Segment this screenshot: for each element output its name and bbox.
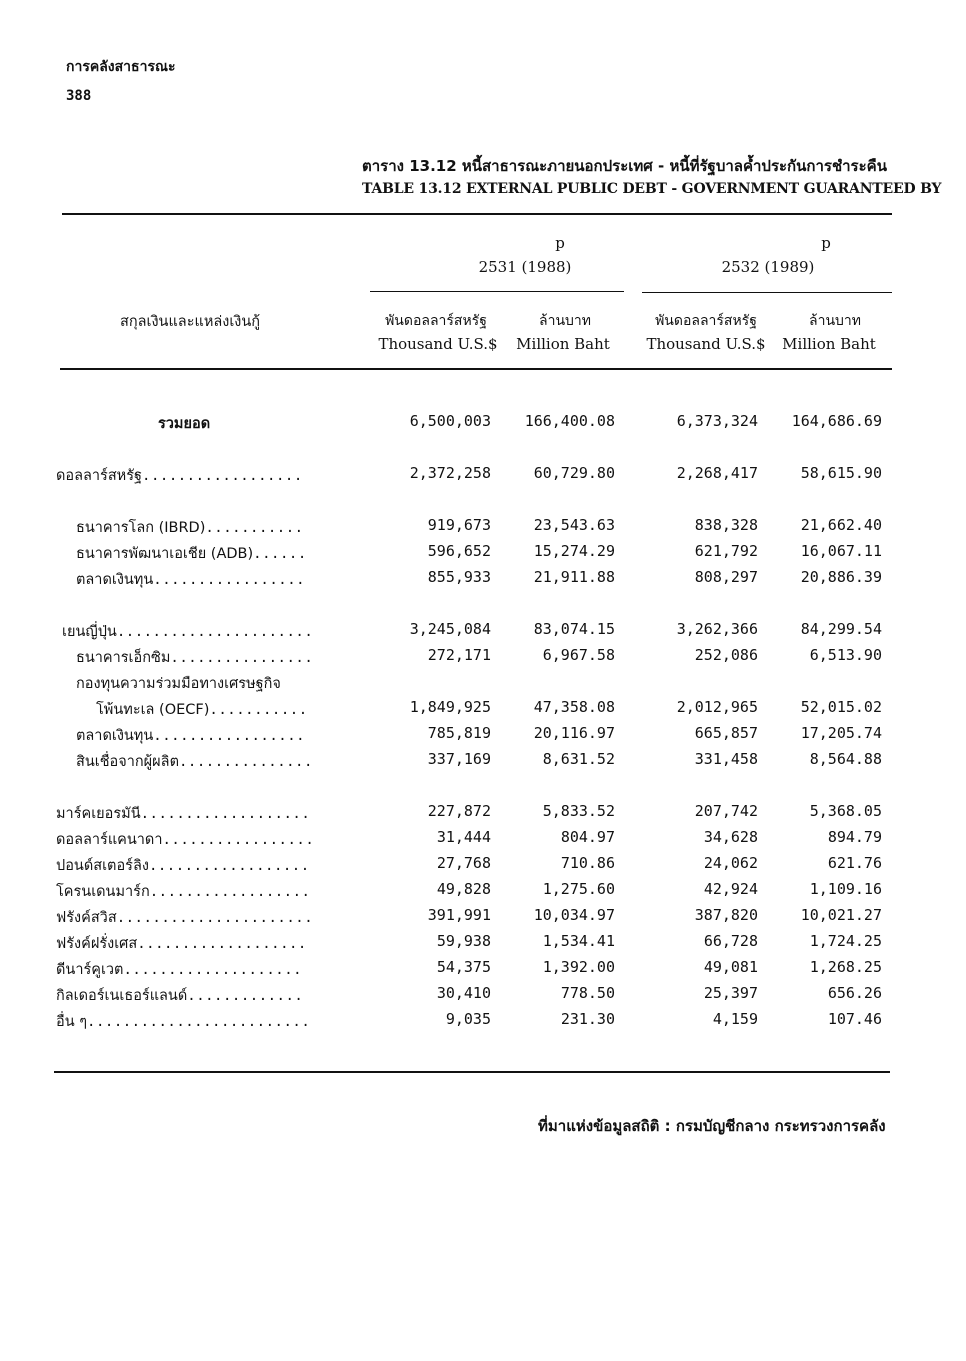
table-title-english: TABLE 13.12 EXTERNAL PUBLIC DEBT - GOVERNMENT GUARANTEED BY — [362, 181, 942, 197]
table-cell: 10,021.27 — [800, 906, 882, 924]
row-label-text: ฟรังค์ฝรั่งเศส — [56, 936, 138, 952]
table-cell: 164,686.69 — [791, 412, 882, 430]
table-cell: 15,274.29 — [533, 542, 615, 560]
table-cell: 252,086 — [694, 646, 758, 664]
row-label — [56, 880, 310, 903]
table-cell: 1,268.25 — [809, 958, 882, 976]
top-rule — [62, 213, 892, 215]
table-cell: 710.86 — [560, 854, 615, 872]
table-cell: 387,820 — [694, 906, 758, 924]
unit-th-baht-1988: ล้านบาท — [539, 313, 591, 329]
table-cell: 49,828 — [436, 880, 491, 898]
table-cell: 808,297 — [694, 568, 758, 586]
table-cell: 84,299.54 — [800, 620, 882, 638]
table-cell: 8,631.52 — [542, 750, 615, 768]
row-label-text: ธนาคารเอ็กซิม — [76, 650, 171, 666]
row-label — [76, 542, 307, 565]
table-cell: 207,742 — [694, 802, 758, 820]
table-cell: 838,328 — [694, 516, 758, 534]
unit-th-usd-1988: พันดอลลาร์สหรัฐ — [385, 313, 487, 329]
table-cell: 6,967.58 — [542, 646, 615, 664]
table-cell: 60,729.80 — [533, 464, 615, 482]
row-label-text: โครนเดนมาร์ก — [56, 884, 150, 900]
table-cell: 27,768 — [436, 854, 491, 872]
row-label — [158, 412, 210, 435]
row-label — [76, 750, 313, 773]
unit-th-baht-1989: ล้านบาท — [809, 313, 861, 329]
row-label-text: ดอลลาร์สหรัฐ — [56, 468, 143, 484]
row-label — [56, 984, 303, 1007]
row-label-text: ปอนด์สเตอร์ลิง — [56, 858, 149, 874]
year-1989-rule — [642, 292, 892, 293]
table-cell: 919,673 — [427, 516, 491, 534]
row-label-text: ธนาคารพัฒนาเอเชีย (ADB) — [76, 546, 254, 562]
row-leader-dots: ...................... — [116, 624, 314, 640]
table-cell: 337,169 — [427, 750, 491, 768]
table-cell: 227,872 — [427, 802, 491, 820]
row-label-text: อื่น ๆ — [56, 1014, 88, 1030]
row-leader-dots: ............... — [178, 754, 313, 770]
row-leader-dots: ................... — [140, 806, 311, 822]
table-cell: 3,262,366 — [676, 620, 758, 638]
row-label — [76, 568, 305, 591]
row-leader-dots: .................. — [148, 858, 310, 874]
page-number: 388 — [66, 88, 92, 104]
row-label — [76, 646, 313, 669]
row-label-text: ตลาดเงินทุน — [76, 728, 154, 744]
row-label-text: มาร์คเยอรมันี — [56, 806, 141, 822]
table-cell: 1,534.41 — [542, 932, 615, 950]
table-cell: 59,938 — [436, 932, 491, 950]
row-leader-dots: ................ — [170, 650, 314, 666]
table-cell: 4,159 — [712, 1010, 758, 1028]
row-label-text: ธนาคารโลก (IBRD) — [76, 520, 206, 536]
row-leader-dots: .................... — [123, 962, 303, 978]
table-cell: 2,012,965 — [676, 698, 758, 716]
row-label — [56, 906, 313, 929]
table-cell: 20,116.97 — [533, 724, 615, 742]
row-leader-dots: ................... — [137, 936, 307, 952]
table-cell: 665,857 — [694, 724, 758, 742]
row-header: สกุลเงินและแหล่งเงินกู้ — [120, 314, 261, 330]
table-title-thai: ตาราง 13.12 หนี้สาธารณะภายนอกประเทศ - หนี้ที่รัฐบาลค้ำประกันการชำระคืน — [362, 157, 887, 175]
table-cell: 6,500,003 — [409, 412, 491, 430]
table-cell: 2,268,417 — [676, 464, 758, 482]
row-leader-dots: ........... — [205, 520, 304, 536]
row-label — [62, 620, 313, 643]
table-cell: 5,833.52 — [542, 802, 615, 820]
source-note: ที่มาแห่งข้อมูลสถิติ : กรมบัญชีกลาง กระทรวงการคลัง — [538, 1117, 886, 1135]
table-cell: 331,458 — [694, 750, 758, 768]
row-label — [76, 672, 281, 695]
row-label-text: ดอลลาร์แคนาดา — [56, 832, 163, 848]
table-cell: 1,392.00 — [542, 958, 615, 976]
table-cell: 621.76 — [827, 854, 882, 872]
year-1989-mark: p — [821, 234, 831, 252]
row-label — [56, 464, 303, 487]
row-leader-dots: ........... — [209, 702, 308, 718]
row-label-text: ดีนาร์คูเวต — [56, 962, 124, 978]
row-label-text: รวมยอด — [158, 416, 211, 432]
table-cell: 31,444 — [436, 828, 491, 846]
table-cell: 107.46 — [827, 1010, 882, 1028]
row-label-text: กิลเดอร์เนเธอร์แลนด์ — [56, 988, 188, 1004]
table-cell: 23,543.63 — [533, 516, 615, 534]
table-cell: 58,615.90 — [800, 464, 882, 482]
table-cell: 54,375 — [436, 958, 491, 976]
row-leader-dots: .................. — [149, 884, 311, 900]
row-leader-dots: ............. — [187, 988, 304, 1004]
table-cell: 785,819 — [427, 724, 491, 742]
unit-en-usd-1988: Thousand U.S.$ — [378, 335, 498, 353]
table-cell: 391,991 — [427, 906, 491, 924]
table-cell: 66,728 — [703, 932, 758, 950]
table-cell: 804.97 — [560, 828, 615, 846]
table-cell: 231.30 — [560, 1010, 615, 1028]
row-label — [96, 698, 308, 721]
row-label — [76, 724, 305, 747]
unit-en-baht-1989: Million Baht — [782, 335, 876, 353]
table-cell: 9,035 — [445, 1010, 491, 1028]
row-leader-dots: ................. — [153, 572, 306, 588]
row-leader-dots: ................. — [153, 728, 306, 744]
row-label — [56, 958, 302, 981]
bottom-rule — [54, 1071, 890, 1073]
table-cell: 656.26 — [827, 984, 882, 1002]
table-cell: 8,564.88 — [809, 750, 882, 768]
table-cell: 10,034.97 — [533, 906, 615, 924]
table-cell: 21,911.88 — [533, 568, 615, 586]
table-cell: 1,109.16 — [809, 880, 882, 898]
table-cell: 1,275.60 — [542, 880, 615, 898]
row-label — [56, 1010, 310, 1033]
row-leader-dots: .................. — [142, 468, 303, 484]
table-cell: 778.50 — [560, 984, 615, 1002]
table-cell: 42,924 — [703, 880, 758, 898]
year-1989-label: 2532 (1989) — [721, 258, 815, 276]
table-cell: 83,074.15 — [533, 620, 615, 638]
table-cell: 52,015.02 — [800, 698, 882, 716]
year-1988-label: 2531 (1988) — [478, 258, 572, 276]
row-label-text: เยนญี่ปุ่น — [62, 624, 117, 640]
table-cell: 17,205.74 — [800, 724, 882, 742]
table-cell: 16,067.11 — [800, 542, 882, 560]
year-1988-rule — [370, 291, 624, 292]
unit-th-usd-1989: พันดอลลาร์สหรัฐ — [655, 313, 757, 329]
row-label-text: กองทุนความร่วมมือทางเศรษฐกิจ — [76, 676, 281, 692]
running-header: การคลังสาธารณะ — [66, 59, 176, 75]
table-cell: 24,062 — [703, 854, 758, 872]
table-cell: 1,849,925 — [409, 698, 491, 716]
row-leader-dots: ...... — [253, 546, 307, 562]
table-cell: 6,373,324 — [676, 412, 758, 430]
row-leader-dots: ......................... — [87, 1014, 311, 1030]
row-label — [56, 932, 307, 955]
unit-en-baht-1988: Million Baht — [516, 335, 610, 353]
year-1988-mark: p — [555, 234, 565, 252]
row-label-text: สินเชื่อจากผู้ผลิต — [76, 754, 179, 770]
row-leader-dots: ................. — [162, 832, 315, 848]
table-cell: 49,081 — [703, 958, 758, 976]
row-label-text: โพ้นทะเล (OECF) — [96, 702, 210, 718]
table-cell: 596,652 — [427, 542, 491, 560]
table-cell: 272,171 — [427, 646, 491, 664]
row-label — [56, 854, 310, 877]
table-cell: 5,368.05 — [809, 802, 882, 820]
header-rule — [60, 368, 892, 370]
table-cell: 894.79 — [827, 828, 882, 846]
table-cell: 34,628 — [703, 828, 758, 846]
table-cell: 3,245,084 — [409, 620, 491, 638]
table-cell: 25,397 — [703, 984, 758, 1002]
unit-en-usd-1989: Thousand U.S.$ — [646, 335, 766, 353]
row-label — [56, 828, 314, 851]
row-label-text: ตลาดเงินทุน — [76, 572, 154, 588]
table-cell: 6,513.90 — [809, 646, 882, 664]
table-cell: 21,662.40 — [800, 516, 882, 534]
row-leader-dots: ...................... — [116, 910, 314, 926]
row-label — [56, 802, 310, 825]
table-cell: 621,792 — [694, 542, 758, 560]
table-cell: 20,886.39 — [800, 568, 882, 586]
table-cell: 1,724.25 — [809, 932, 882, 950]
table-cell: 2,372,258 — [409, 464, 491, 482]
table-cell: 855,933 — [427, 568, 491, 586]
table-cell: 47,358.08 — [533, 698, 615, 716]
row-label-text: ฟรังค์สวิส — [56, 910, 117, 926]
table-cell: 30,410 — [436, 984, 491, 1002]
table-cell: 166,400.08 — [524, 412, 615, 430]
row-label — [76, 516, 304, 539]
